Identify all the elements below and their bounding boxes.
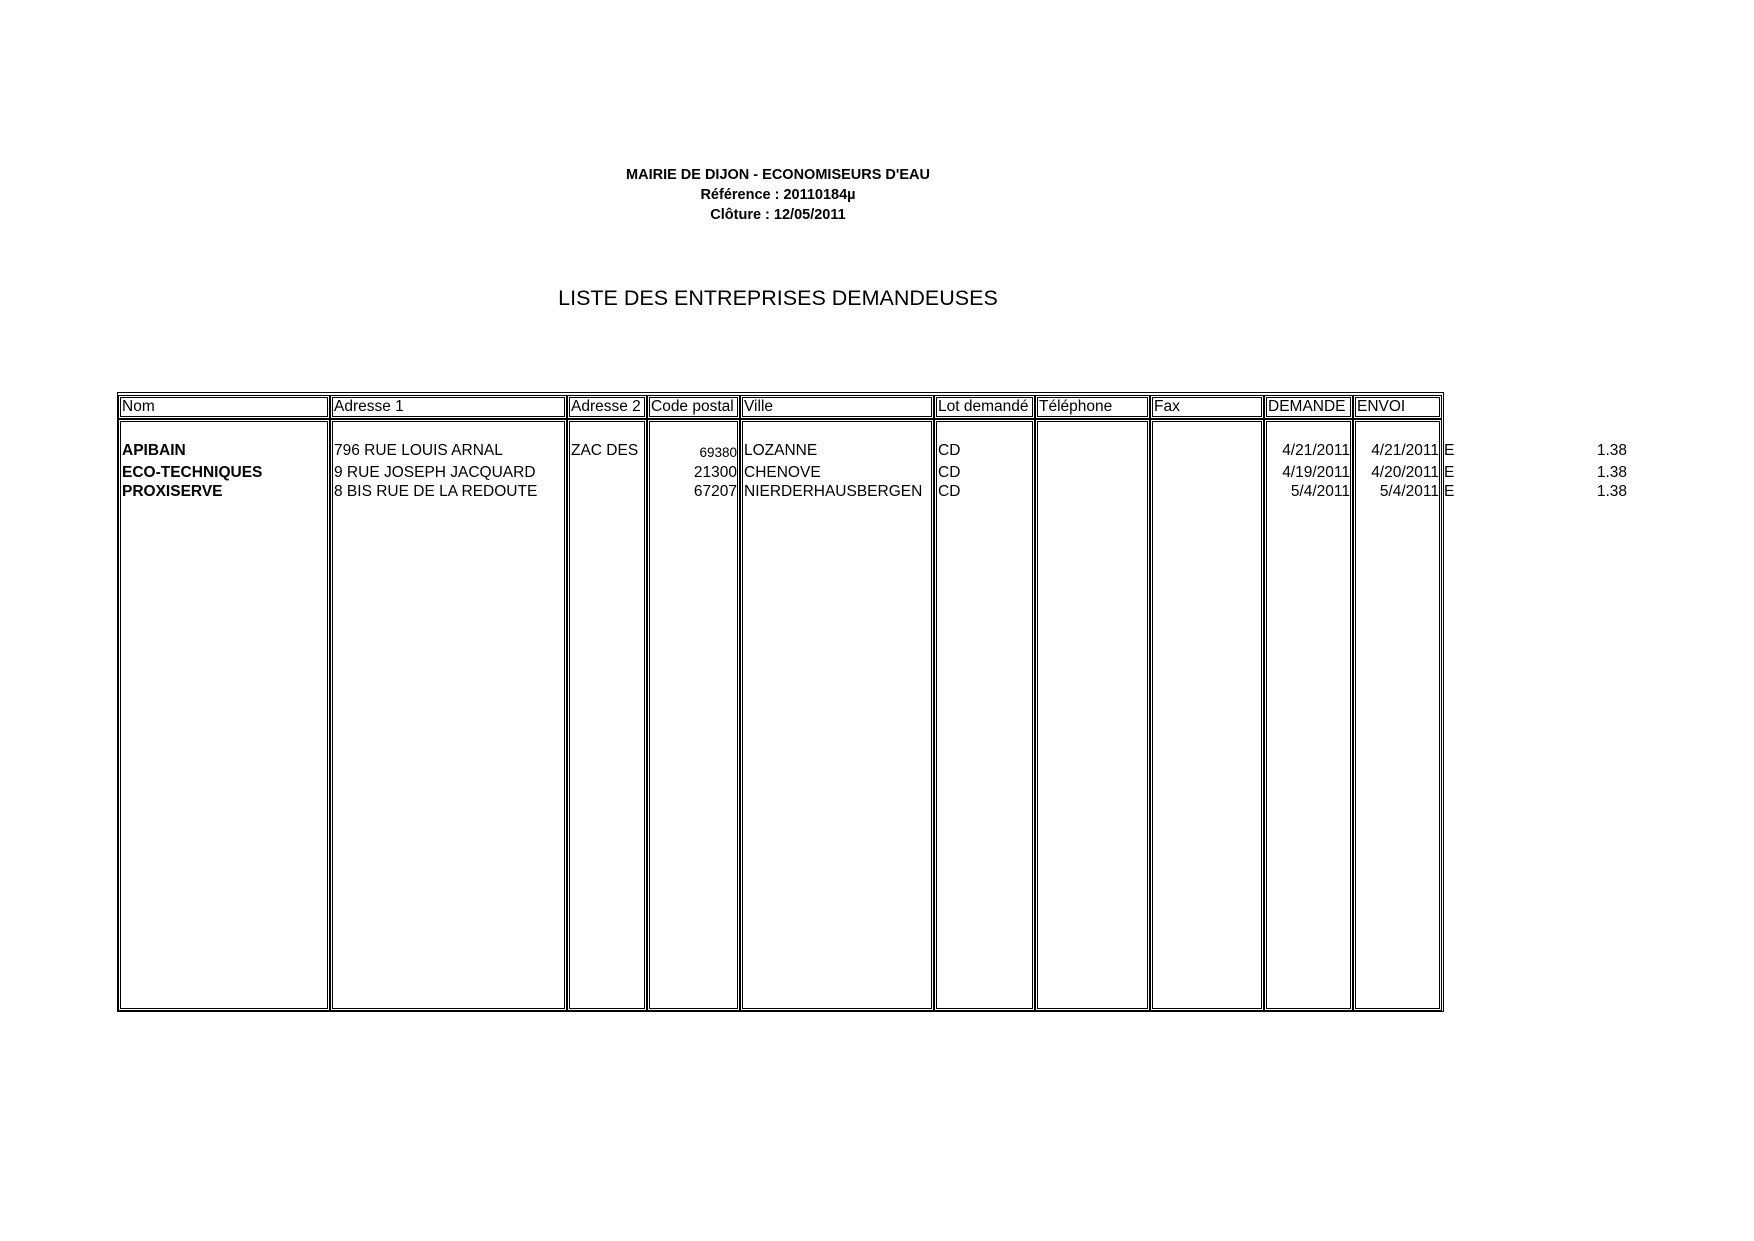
- cell-ville: NIERDERHAUSBERGEN: [744, 483, 923, 500]
- cell-lot: CD: [938, 464, 961, 481]
- column-telephone: [1035, 419, 1150, 1011]
- cell-adresse1: 8 BIS RUE DE LA REDOUTE: [334, 483, 538, 500]
- column-demande: [1264, 419, 1353, 1011]
- header-reference: Référence : 20110184µ: [700, 187, 856, 203]
- cell-envoi: 4/21/2011: [1371, 442, 1439, 459]
- cell-ville: LOZANNE: [744, 442, 818, 459]
- column-header: ENVOI: [1357, 398, 1406, 415]
- column-fax: [1150, 419, 1264, 1011]
- cell-demande: 5/4/2011: [1290, 483, 1350, 500]
- column-header: Code postal: [651, 398, 734, 415]
- page-title: LISTE DES ENTREPRISES DEMANDEUSES: [558, 286, 998, 310]
- column-header: DEMANDE: [1268, 398, 1346, 415]
- cell-montant: 1.38: [1596, 464, 1627, 481]
- cell-flag: E: [1444, 442, 1455, 459]
- cell-code-postal: 21300: [693, 464, 737, 481]
- cell-lot: CD: [938, 442, 961, 459]
- column-header: Adresse 2: [571, 398, 641, 415]
- cell-envoi: 4/20/2011: [1371, 464, 1439, 481]
- column-ville: [740, 419, 934, 1011]
- cell-nom: PROXISERVE: [122, 483, 223, 500]
- column-header: Adresse 1: [334, 398, 404, 415]
- cell-flag: E: [1444, 464, 1455, 481]
- cell-demande: 4/21/2011: [1282, 442, 1350, 459]
- cell-code-postal: 67207: [693, 483, 737, 500]
- cell-lot: CD: [938, 483, 961, 500]
- column-envoi: [1353, 419, 1442, 1011]
- cell-nom: APIBAIN: [122, 442, 186, 459]
- column-code-postal: [647, 419, 740, 1011]
- column-nom: [118, 419, 330, 1011]
- header-closing-date: Clôture : 12/05/2011: [710, 207, 846, 223]
- column-header: Fax: [1154, 398, 1180, 415]
- cell-envoi: 5/4/2011: [1379, 483, 1439, 500]
- column-header: Ville: [744, 398, 774, 415]
- column-header: Lot demandé: [938, 398, 1029, 415]
- column-header: Téléphone: [1039, 398, 1113, 415]
- column-header: Nom: [122, 398, 155, 415]
- header-organisation: MAIRIE DE DIJON - ECONOMISEURS D'EAU: [626, 167, 930, 183]
- cell-demande: 4/19/2011: [1282, 464, 1350, 481]
- column-adresse2: [567, 419, 647, 1011]
- cell-flag: E: [1444, 483, 1455, 500]
- cell-adresse1: 9 RUE JOSEPH JACQUARD: [334, 464, 536, 481]
- cell-montant: 1.38: [1596, 483, 1627, 500]
- cell-code-postal: 69380: [699, 445, 737, 460]
- cell-montant: 1.38: [1596, 442, 1627, 459]
- cell-nom: ECO-TECHNIQUES: [122, 464, 263, 481]
- column-adresse1: [330, 419, 567, 1011]
- cell-adresse2: ZAC DES: [571, 442, 639, 459]
- cell-adresse1: 796 RUE LOUIS ARNAL: [334, 442, 503, 459]
- column-lot: [934, 419, 1035, 1011]
- cell-ville: CHENOVE: [744, 464, 821, 481]
